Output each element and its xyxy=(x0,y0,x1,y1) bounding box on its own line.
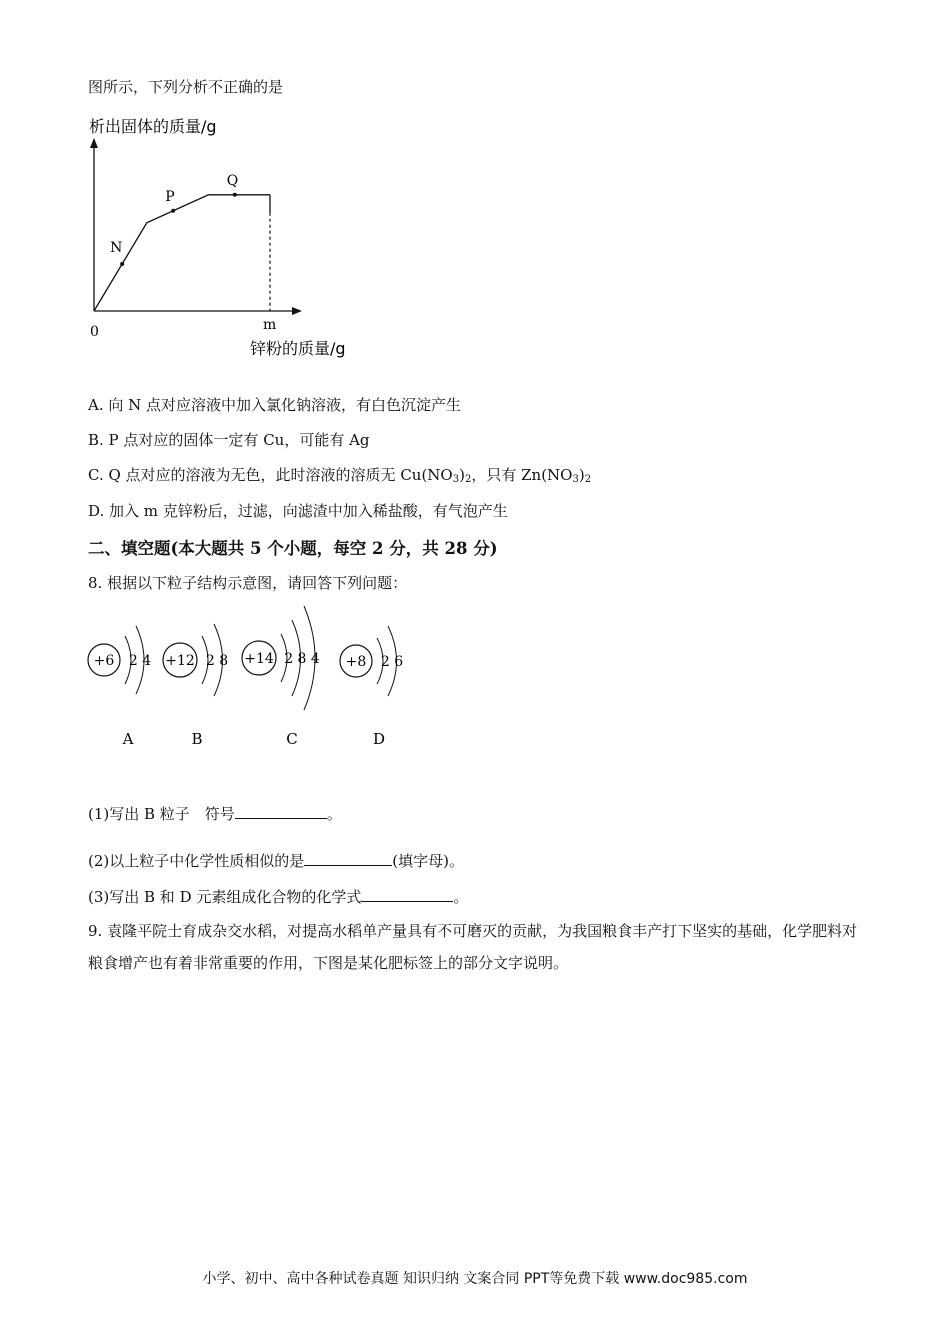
answer-blank-3[interactable] xyxy=(361,887,453,902)
q9-stem: 9. 袁隆平院士育成杂交水稻，对提高水稻单产量具有不可磨灭的贡献，为我国粮食丰产打下坚实的基础，化学肥料对粮食增产也有着非常重要的作用，下图是某化肥标签上的部分文字说明。 xyxy=(88,922,858,972)
label-n: N xyxy=(110,239,123,256)
option-b: B. P 点对应的固体一定有 Cu，可能有 Ag xyxy=(88,431,370,449)
q8-sub3 xyxy=(88,886,468,907)
nucleus-d-charge: +8 xyxy=(345,654,367,670)
q8-sub2 xyxy=(88,850,464,871)
q8-sub1-end: 。 xyxy=(326,805,342,823)
q8-sub1 xyxy=(88,803,342,824)
label-c: C xyxy=(286,730,298,748)
section-title: 二、填空题(本大题共 5 个小题，每空 2 分，共 28 分) xyxy=(88,539,498,558)
answer-blank-1[interactable] xyxy=(235,804,327,819)
y-axis-arrow xyxy=(90,138,98,148)
particle-a xyxy=(88,626,151,748)
chart-xlabel: 锌粉的质量/g xyxy=(250,339,346,358)
point-n xyxy=(120,262,124,266)
option-c-prefix: C. Q 点对应的溶液为无色，此时溶液的溶质无 Cu(NO xyxy=(88,466,453,484)
option-a: A. 向 N 点对应溶液中加入氯化钠溶液，有白色沉淀产生 xyxy=(88,396,462,414)
q8-stem: 8. 根据以下粒子结构示意图，请回答下列问题： xyxy=(88,574,408,592)
zinc-mass-chart xyxy=(86,108,376,363)
subscript: 2 xyxy=(464,474,472,485)
nucleus-c-charge: +14 xyxy=(244,651,274,667)
label-a: A xyxy=(122,730,134,748)
option-c xyxy=(88,464,591,485)
x-axis-arrow xyxy=(292,307,302,315)
chart-ylabel: 析出固体的质量/g xyxy=(89,117,217,136)
label-d: D xyxy=(372,730,386,748)
shells-c: 2 8 4 xyxy=(284,651,320,667)
shells-a: 2 4 xyxy=(128,653,152,669)
point-p xyxy=(171,209,175,213)
subscript: 2 xyxy=(584,474,592,485)
nucleus-b-charge: +12 xyxy=(165,653,195,669)
x-tick-m: m xyxy=(263,317,277,333)
subscript: 3 xyxy=(572,474,579,485)
shells-d: 2 6 xyxy=(380,654,404,670)
q8-sub3-text: (3)写出 B 和 D 元素组成化合物的化学式 xyxy=(88,888,362,906)
subscript: 3 xyxy=(452,474,460,485)
particle-d xyxy=(340,626,403,748)
nucleus-a-charge: +6 xyxy=(93,653,115,669)
q8-sub2-end: (填字母)。 xyxy=(392,852,464,870)
paren: ) xyxy=(578,466,585,484)
label-b: B xyxy=(191,730,203,748)
paren: ) xyxy=(459,466,465,484)
shells-b: 2 8 xyxy=(205,653,229,669)
q8-sub1-text: (1)写出 B 粒子 符号 xyxy=(88,805,235,823)
particle-c xyxy=(242,606,320,748)
particle-structure-diagrams xyxy=(84,598,424,758)
particle-b xyxy=(163,624,228,748)
option-d: D. 加入 m 克锌粉后，过滤，向滤渣中加入稀盐酸，有气泡产生 xyxy=(88,502,508,520)
origin-label: 0 xyxy=(90,324,99,340)
point-q xyxy=(233,193,237,197)
page-footer: 小学、初中、高中各种试卷真题 知识归纳 文案合同 PPT等免费下载 www.doc985.com xyxy=(202,1271,748,1287)
question-intro: 图所示，下列分析不正确的是 xyxy=(88,78,284,96)
answer-blank-2[interactable] xyxy=(304,851,392,866)
label-p: P xyxy=(165,188,175,205)
q8-sub2-text: (2)以上粒子中化学性质相似的是 xyxy=(88,852,305,870)
q8-sub3-end: 。 xyxy=(453,888,469,906)
option-c-mid: ，只有 Zn(NO xyxy=(471,466,573,484)
label-q: Q xyxy=(226,172,239,189)
